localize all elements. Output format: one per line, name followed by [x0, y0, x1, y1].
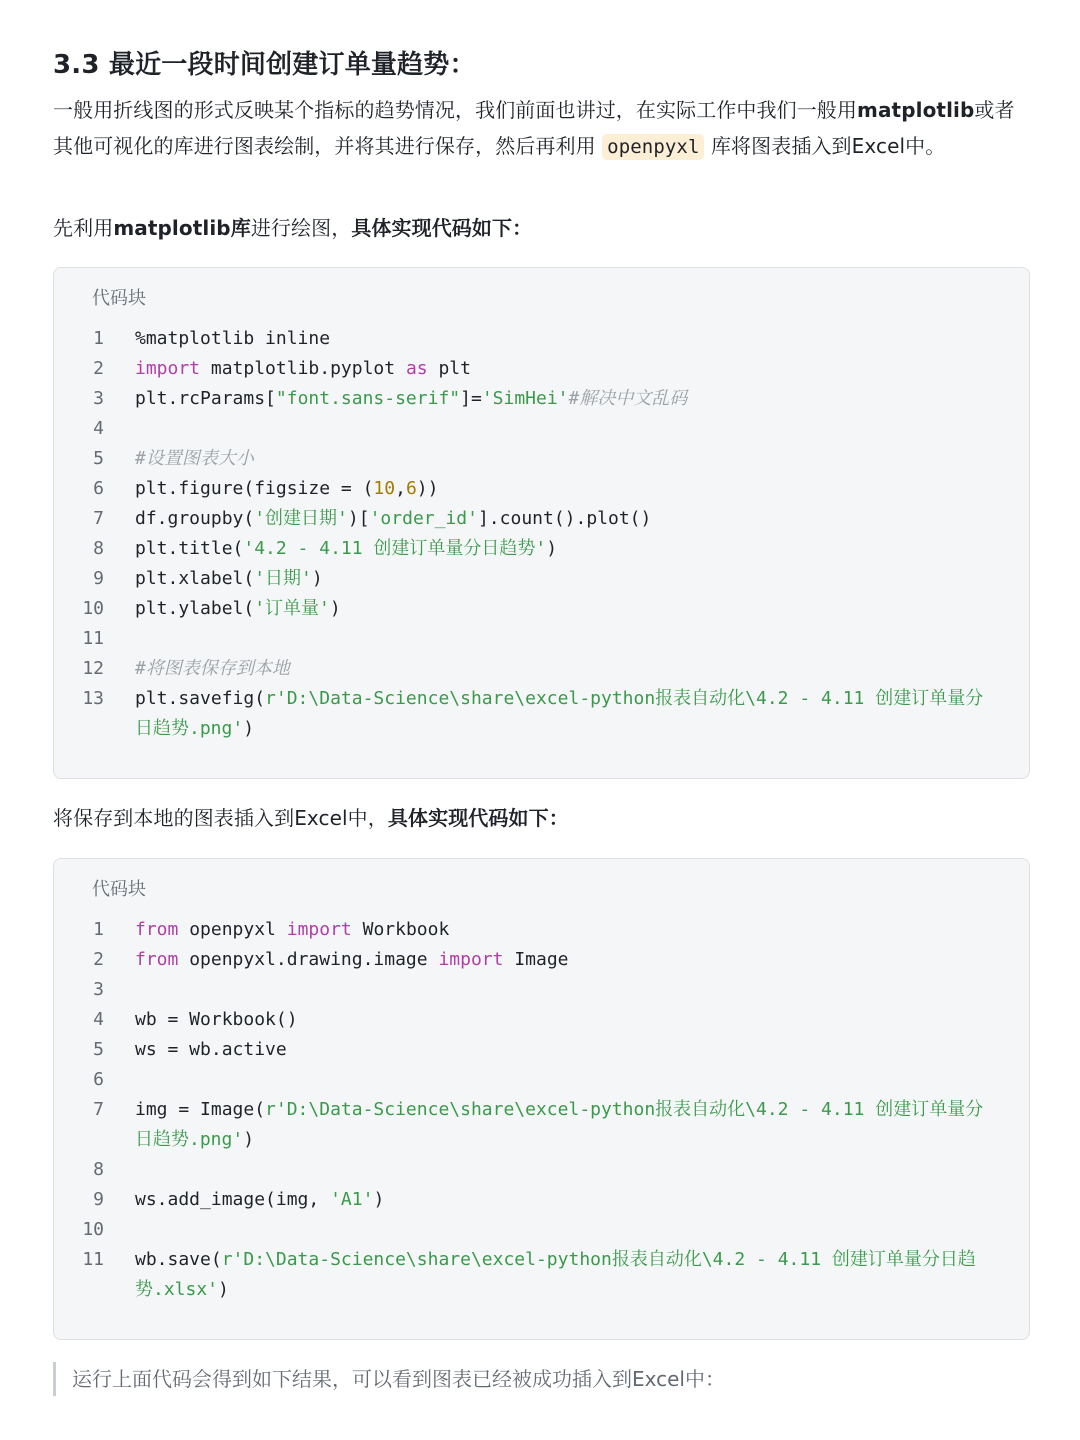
code-line	[54, 414, 1029, 444]
line-number: 11	[82, 1249, 104, 1270]
code-text	[135, 534, 1029, 564]
code-token: openpyxl	[178, 919, 287, 940]
code-token: matplotlib.pyplot	[200, 358, 406, 379]
code-token: )	[311, 568, 323, 589]
result-blockquote: 运行上面代码会得到如下结果，可以看到图表已经被成功插入到Excel中：	[53, 1362, 1049, 1396]
code-line	[54, 1095, 1029, 1155]
code-line	[54, 1185, 1029, 1215]
code-token: )	[329, 598, 341, 619]
line-number: 2	[93, 949, 104, 970]
code-text	[135, 975, 1029, 1005]
code-token: plt.ylabel(	[135, 598, 255, 619]
code-text	[135, 474, 1029, 504]
code-token: '订单量'	[254, 598, 330, 619]
code-token: img = Image(	[135, 1099, 266, 1120]
code-token: )	[243, 718, 255, 739]
code-token: #设置图表大小	[135, 448, 254, 469]
code-token: ws = wb.active	[135, 1039, 287, 1060]
code-line	[54, 534, 1029, 564]
code-lines[interactable]	[54, 324, 1029, 744]
intro-text-a: 一般用折线图的形式反映某个指标的趋势情况，我们前面也讲过，在实际工作中我们一般用	[53, 98, 857, 122]
code-token: plt.xlabel(	[135, 568, 255, 589]
line-number: 9	[93, 568, 104, 589]
code-token: 'SimHei'	[481, 388, 569, 409]
code-line	[54, 384, 1029, 414]
code-line	[54, 1245, 1029, 1305]
line-number: 2	[93, 358, 104, 379]
step1-bold-a: matplotlib库	[113, 216, 251, 240]
code-line	[54, 945, 1029, 975]
code-lines[interactable]	[54, 915, 1029, 1305]
code-line	[54, 354, 1029, 384]
code-line	[54, 1005, 1029, 1035]
code-text	[135, 1095, 1029, 1155]
code-token: 'order_id'	[369, 508, 478, 529]
code-token: '日期'	[254, 568, 312, 589]
code-token: as	[405, 358, 428, 379]
code-token: "font.sans-serif"	[275, 388, 461, 409]
code-text	[135, 354, 1029, 384]
code-token: wb = Workbook()	[135, 1009, 298, 1030]
code-token: 6	[405, 478, 417, 499]
code-line	[54, 1215, 1029, 1245]
code-line	[54, 444, 1029, 474]
code-line	[54, 504, 1029, 534]
line-number: 6	[93, 478, 104, 499]
line-number: 12	[82, 658, 104, 679]
line-number: 6	[93, 1069, 104, 1090]
code-line	[54, 1065, 1029, 1095]
code-text	[135, 1155, 1029, 1185]
inline-code-openpyxl: openpyxl	[602, 134, 704, 160]
code-token: )	[218, 1279, 229, 1300]
line-number: 10	[82, 1219, 104, 1240]
code-text	[135, 594, 1029, 624]
code-text	[135, 444, 1029, 474]
code-text	[135, 1035, 1029, 1065]
step2-bold-a: 具体实现代码如下：	[387, 806, 569, 830]
code-token: r'D:\Data-Science\share\excel-python报表自动化\4.2 - 4.11 创建订单量分日趋势.xlsx'	[135, 1249, 976, 1300]
code-text	[135, 564, 1029, 594]
code-token: from	[135, 919, 179, 940]
line-number: 1	[93, 328, 104, 349]
code-line	[54, 324, 1029, 354]
code-token: )	[373, 1189, 385, 1210]
code-text	[135, 504, 1029, 534]
code-text	[135, 624, 1029, 654]
line-number: 11	[82, 628, 104, 649]
code-text	[135, 384, 1029, 414]
code-line	[54, 624, 1029, 654]
code-text	[135, 654, 1029, 684]
code-token: plt.figure(figsize = (	[135, 478, 374, 499]
code-token: Workbook	[351, 919, 450, 940]
intro-bold-lib: matplotlib	[857, 98, 975, 122]
code-line	[54, 975, 1029, 1005]
line-number: 7	[93, 508, 104, 529]
line-number: 5	[93, 448, 104, 469]
code-token: )	[243, 1129, 255, 1150]
code-token: '4.2 - 4.11 创建订单量分日趋势'	[243, 538, 547, 559]
step1-paragraph	[53, 210, 1030, 246]
code-text	[135, 945, 1029, 975]
line-number: 4	[93, 418, 104, 439]
code-token: #将图表保存到本地	[135, 658, 290, 679]
code-text	[135, 1005, 1029, 1035]
line-number: 8	[93, 1159, 104, 1180]
line-number: 7	[93, 1099, 104, 1120]
code-token: openpyxl.drawing.image	[178, 949, 439, 970]
code-text	[135, 1185, 1029, 1215]
code-text	[135, 414, 1029, 444]
line-number: 5	[93, 1039, 104, 1060]
intro-text-c: 库将图表插入到Excel中。	[710, 134, 946, 158]
code-token: 10	[373, 478, 396, 499]
code-block-1[interactable]	[53, 267, 1030, 779]
step2-paragraph	[53, 800, 1030, 836]
line-number: 3	[93, 979, 104, 1000]
step1-text-b: 进行绘图，	[250, 216, 352, 240]
line-number: 10	[82, 598, 104, 619]
code-text	[135, 1245, 1029, 1305]
code-block-label: 代码块	[92, 879, 146, 900]
code-line	[54, 915, 1029, 945]
step2-text-a: 将保存到本地的图表插入到Excel中，	[53, 806, 388, 830]
line-number: 13	[82, 688, 104, 709]
step1-bold-b: 具体实现代码如下：	[351, 216, 533, 240]
code-token: 'A1'	[330, 1189, 374, 1210]
code-token: ].count().plot()	[477, 508, 652, 529]
code-token: Image	[503, 949, 569, 970]
code-token: '创建日期'	[254, 508, 348, 529]
code-token: #解决中文乱码	[568, 388, 688, 409]
code-text	[135, 1065, 1029, 1095]
intro-text-b: 或者其他可视化的库进行图表绘制，并将其进行保存，然后再利用	[53, 98, 1015, 158]
code-token: import	[438, 949, 504, 970]
line-number: 8	[93, 538, 104, 559]
code-token: wb.save(	[135, 1249, 222, 1270]
code-token: import	[286, 919, 352, 940]
code-text	[135, 915, 1029, 945]
step1-text-a: 先利用	[53, 216, 114, 240]
code-text	[135, 324, 1029, 354]
code-token: plt.title(	[135, 538, 244, 559]
code-line	[54, 654, 1029, 684]
code-token: plt.rcParams[	[135, 388, 276, 409]
code-token: )	[546, 538, 558, 559]
code-token: plt	[427, 358, 471, 379]
code-token: from	[135, 949, 179, 970]
code-token: plt.savefig(	[135, 688, 266, 709]
code-text	[135, 684, 1029, 744]
code-block-label: 代码块	[92, 288, 146, 309]
line-number: 1	[93, 919, 104, 940]
code-token: ,	[395, 478, 406, 499]
code-token: import	[135, 358, 201, 379]
code-line	[54, 684, 1029, 744]
code-block-2[interactable]	[53, 858, 1030, 1340]
code-token: )[	[347, 508, 370, 529]
code-token: df.groupby(	[135, 508, 255, 529]
code-line	[54, 1035, 1029, 1065]
section-heading: 3.3 最近一段时间创建订单量趋势：	[53, 50, 476, 80]
code-token: %matplotlib inline	[135, 328, 331, 349]
line-number: 3	[93, 388, 104, 409]
code-token: ws.add_image(img,	[135, 1189, 331, 1210]
code-token: ]=	[460, 388, 482, 409]
code-text	[135, 1215, 1029, 1245]
line-number: 4	[93, 1009, 104, 1030]
code-token: ))	[416, 478, 439, 499]
code-line	[54, 594, 1029, 624]
code-token: r'D:\Data-Science\share\excel-python报表自动化\4.2 - 4.11 创建订单量分日趋势.png'	[135, 1099, 984, 1150]
code-token: r'D:\Data-Science\share\excel-python报表自动化\4.2 - 4.11 创建订单量分日趋势.png'	[135, 688, 984, 739]
code-line	[54, 474, 1029, 504]
intro-paragraph	[53, 92, 1030, 165]
code-line	[54, 1155, 1029, 1185]
code-line	[54, 564, 1029, 594]
line-number: 9	[93, 1189, 104, 1210]
